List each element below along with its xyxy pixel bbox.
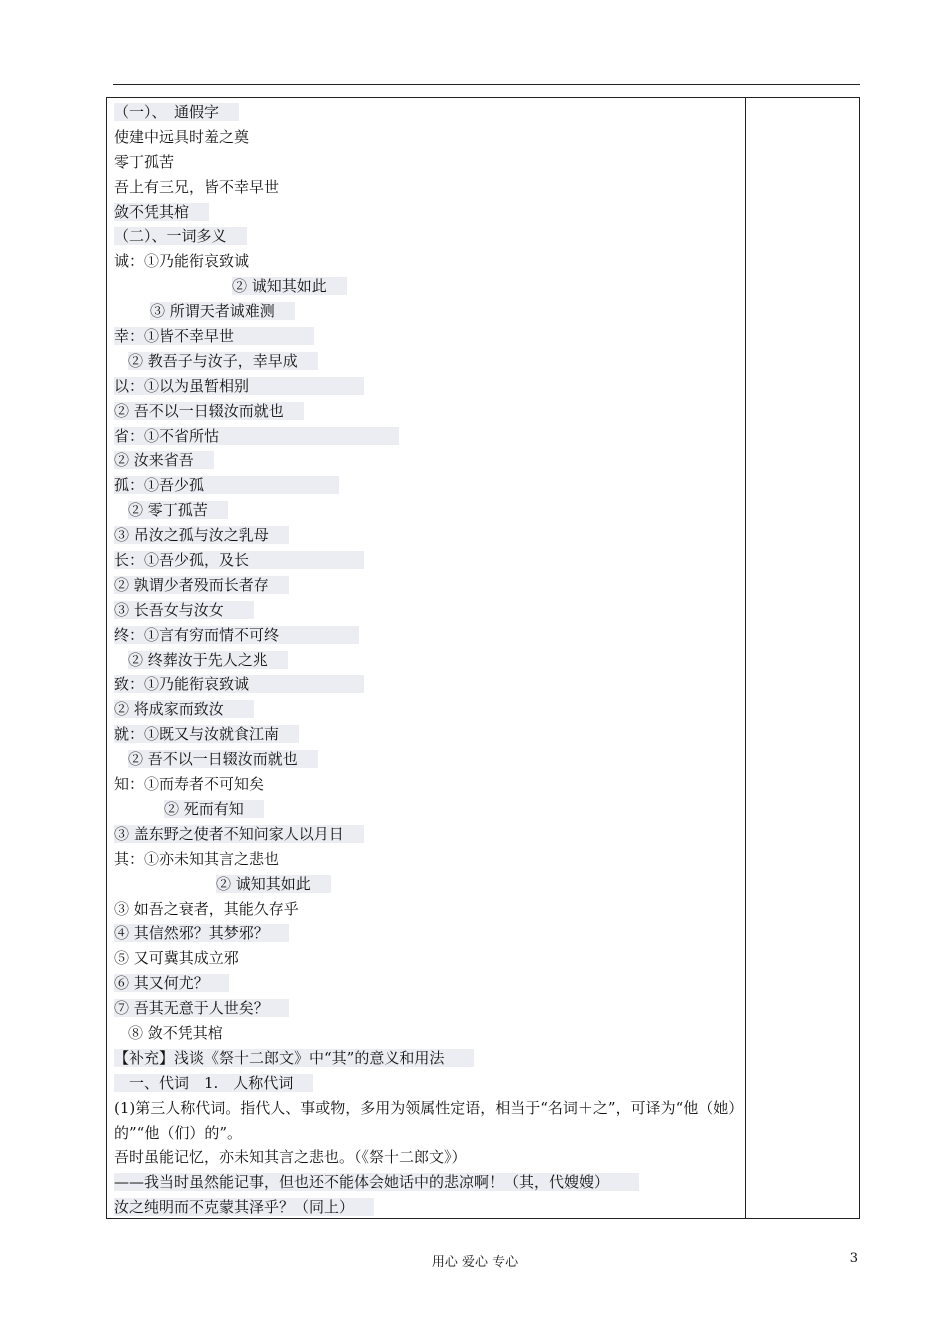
text-line-content: ② 将成家而致汝 [114,700,254,718]
text-line [114,722,742,747]
text-line [114,623,742,648]
text-line-content: 孤：①吾少孤 [114,476,339,494]
text-line [114,921,742,946]
text-line [114,224,742,249]
footer-motto: 用心 爱心 专心 [431,1255,519,1270]
text-line-content: （二）、一词多义 [114,227,247,245]
text-line [114,150,742,175]
text-line-content: ② 零丁孤苦 [128,501,228,519]
text-line [114,299,742,324]
header-rule [113,84,860,85]
text-line-content: 以：①以为虽暂相别 [114,377,364,395]
text-line [114,971,742,996]
text-line-content: 诚：①乃能衔哀致诚 [114,252,250,271]
text-line [114,772,742,797]
text-line-content: ③ 长吾女与汝女 [114,601,254,619]
text-line-content: ② 诚知其如此 [216,875,331,893]
text-line-content: 零丁孤苦 [114,152,175,171]
text-line-content: 【补充】浅谈《祭十二郎文》中“其”的意义和用法 [114,1049,474,1067]
text-line-content: 长：①吾少孤，及长 [114,551,364,569]
text-line [114,1021,742,1046]
text-line-content: ② 吾不以一日辍汝而就也 [114,402,304,420]
text-line [114,349,742,374]
text-line-content: 一、代词 1. 人称代词 [114,1074,313,1092]
content-table [106,97,860,1219]
text-line [114,374,742,399]
text-line [114,797,742,822]
column-divider [745,98,746,1218]
text-line-content: ② 孰谓少者殁而长者存 [114,576,289,594]
paragraph-definition: (1)第三人称代词。指代人、事或物，多用为领属性定语，相当于“名词＋之”，可译为“他（她）的”“他（们）的”。 [114,1098,736,1142]
text-line [114,1170,742,1195]
text-line-content: 致：①乃能衔哀致诚 [114,675,364,693]
text-line [114,598,742,623]
text-line-content: 吾时虽能记忆，亦未知其言之悲也。（《祭十二郎文》） [114,1148,467,1167]
text-line-content: ② 诚知其如此 [232,277,347,295]
text-line [114,1145,742,1170]
text-line [114,523,742,548]
text-line-content: ③ 吊汝之孤与汝之乳母 [114,526,289,544]
text-line [114,1046,742,1071]
text-line [114,996,742,1021]
text-line-content: 幸：①皆不幸早世 [114,327,314,345]
text-line [114,498,742,523]
text-line-content: 吾上有三兄，皆不幸早世 [114,177,280,196]
text-line-content: ——我当时虽然能记事，但也还不能体会她话中的悲凉啊！（其，代嫂嫂） [114,1173,639,1191]
text-line [114,822,742,847]
text-line-content: （一）、 通假字 [114,103,239,121]
text-line [114,1071,742,1096]
text-line [114,648,742,673]
text-line-content: ② 死而有知 [164,800,264,818]
text-line-content: 敛不凭其棺 [114,203,209,221]
text-line [114,897,742,922]
text-line-content: ⑦ 吾其无意于人世矣？ [114,999,289,1017]
text-line [114,872,742,897]
text-line [114,424,742,449]
text-line [114,672,742,697]
text-line-content: ⑧ 敛不凭其棺 [128,1023,223,1042]
text-line-content: ④ 其信然邪？其梦邪？ [114,924,289,942]
text-line [114,324,742,349]
text-line [114,448,742,473]
text-line [114,697,742,722]
text-line-content: 省：①不省所怙 [114,427,399,445]
text-line [114,1195,742,1220]
text-line-content: 使建中远具时羞之奠 [114,127,250,146]
text-line-content: ③ 所谓天者诚难测 [150,302,295,320]
text-line-content: 汝之纯明而不克蒙其泽乎？（同上） [114,1198,374,1216]
text-line [114,249,742,274]
text-line [114,125,742,150]
text-line-content: ② 汝来省吾 [114,451,214,469]
text-line-content: ⑥ 其又何尤？ [114,974,229,992]
text-line-content: ③ 如吾之衰者，其能久存乎 [114,899,299,918]
text-line-content: 知：①而寿者不可知矣 [114,775,265,794]
text-line [114,175,742,200]
text-line [114,847,742,872]
text-line [114,274,742,299]
text-line-content: ② 终葬汝于先人之兆 [128,651,288,669]
page-number: 3 [849,1251,858,1266]
text-line [114,200,742,225]
text-line-content: ⑤ 又可冀其成立邪 [114,949,239,968]
text-line-content: 终：①言有穷而情不可终 [114,626,359,644]
text-line [114,399,742,424]
text-line [114,747,742,772]
text-line-content: 就：①既又与汝就食江南 [114,725,299,743]
text-line [114,946,742,971]
text-line-content: 其：①亦未知其言之悲也 [114,849,280,868]
text-line-content: ② 吾不以一日辍汝而就也 [128,750,318,768]
text-line-content: ② 教吾子与汝子，幸早成 [128,352,318,370]
table-cell-main [114,100,742,1220]
text-line [114,473,742,498]
text-line [114,573,742,598]
text-line [114,100,742,125]
text-line-content: ③ 盖东野之使者不知问家人以月日 [114,825,364,843]
text-line [114,548,742,573]
